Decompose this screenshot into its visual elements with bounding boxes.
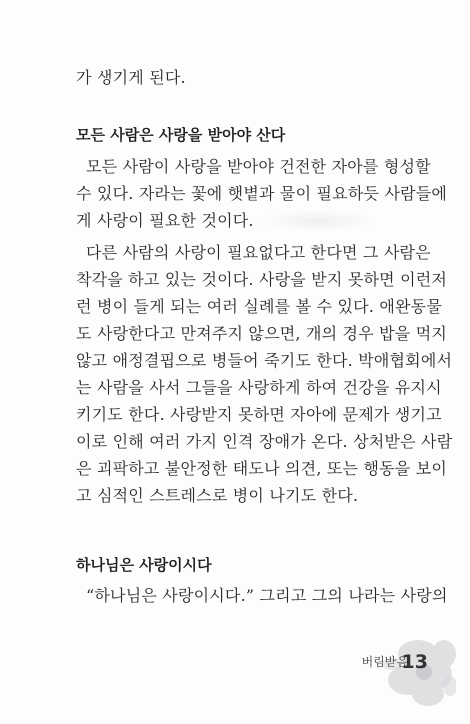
page-number: 13 [401, 651, 428, 673]
text-line: “하나님은 사랑이시다.” 그리고 그의 나라는 사랑의 [86, 586, 448, 605]
text-line: 수 있다. 자라는 꽃에 햇볕과 물이 필요하듯 사람들에 [76, 184, 448, 203]
text-line: 키기도 한다. 사랑받지 못하면 자아에 문제가 생기고 [76, 405, 442, 424]
text-line: 모든 사람이 사랑을 받아야 건전한 자아를 형성할 [86, 157, 431, 176]
text-line: 은 괴팍하고 불안정한 태도나 의견, 또는 행동을 보이 [76, 459, 448, 478]
section-heading: 하나님은 사랑이시다 [76, 556, 212, 574]
text-line: 런 병이 들게 되는 여러 실례를 볼 수 있다. 애완동물 [76, 297, 442, 316]
text-line: 가 생기게 된다. [76, 68, 186, 87]
text-line: 도 사랑한다고 만져주지 않으면, 개의 경우 밥을 먹지 [76, 324, 448, 343]
running-title: 버림받음 [361, 655, 408, 669]
text-line: 않고 애정결핍으로 병들어 죽기도 한다. 박애협회에서 [76, 351, 453, 370]
text-line: 다른 사람의 사랑이 필요없다고 한다면 그 사람은 [86, 243, 431, 262]
text-line: 착각을 하고 있는 것이다. 사랑을 받지 못하면 이런저 [76, 270, 448, 289]
text-line: 이로 인해 여러 가지 인격 장애가 온다. 상처받은 사람 [76, 432, 453, 451]
text-line: 게 사랑이 필요한 것이다. [76, 211, 254, 230]
page-footer [326, 624, 456, 714]
text-line: 고 심적인 스트레스로 병이 나기도 한다. [76, 486, 359, 505]
section-heading: 모든 사람은 사랑을 받아야 산다 [76, 126, 286, 144]
text-line: 는 사람을 사서 그들을 사랑하게 하여 건강을 유지시 [76, 378, 442, 397]
background-watermark [258, 210, 378, 232]
